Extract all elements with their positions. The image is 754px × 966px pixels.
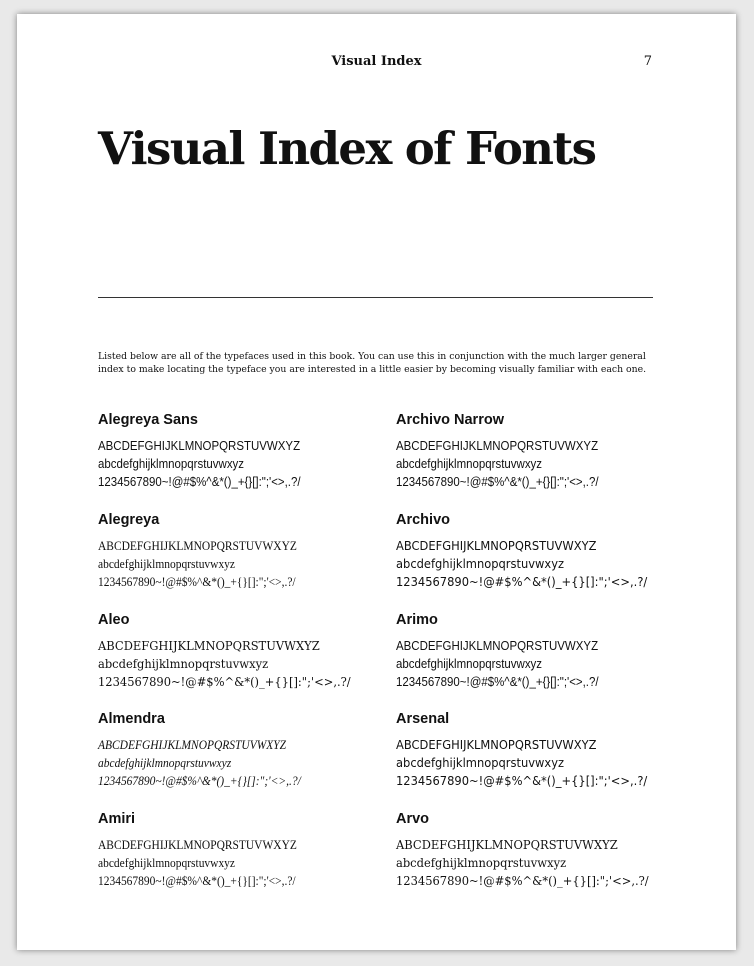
font-entry-archivo-narrow bbox=[396, 412, 676, 491]
font-name: Alegreya bbox=[98, 512, 160, 528]
font-sample-uppercase: ABCDEFGHIJKLMNOPQRSTUVWXYZ bbox=[98, 539, 297, 553]
font-sample-lowercase: abcdefghijklmnopqrstuvwxyz bbox=[98, 557, 236, 571]
font-sample-uppercase: ABCDEFGHIJKLMNOPQRSTUVWXYZ bbox=[396, 639, 599, 653]
font-name: Arvo bbox=[396, 811, 430, 827]
font-name: Alegreya Sans bbox=[98, 412, 198, 428]
font-sample-symbols: 1234567890~!@#$%^&*()_+{}[]:";'<>,.?/ bbox=[98, 874, 296, 888]
font-sample-uppercase: ABCDEFGHIJKLMNOPQRSTUVWXYZ bbox=[98, 838, 297, 852]
font-sample-lowercase: abcdefghijklmnopqrstuvwxyz bbox=[396, 457, 543, 471]
font-name: Amiri bbox=[98, 811, 136, 827]
font-entry-alegreya bbox=[98, 512, 378, 591]
font-sample-lowercase: abcdefghijklmnopqrstuvwxyz bbox=[396, 755, 565, 770]
font-entry-archivo bbox=[396, 512, 676, 591]
font-entry-arimo bbox=[396, 612, 676, 691]
font-entry-amiri bbox=[98, 811, 378, 890]
font-name: Archivo Narrow bbox=[396, 412, 504, 428]
font-sample-symbols: 1234567890~!@#$%^&*()_+{}[]:";'<>,.?/ bbox=[396, 675, 599, 689]
font-sample-uppercase: ABCDEFGHIJKLMNOPQRSTUVWXYZ bbox=[98, 439, 301, 453]
font-sample-symbols: 1234567890~!@#$%^&*()_+{}[]:";'<>,.?/ bbox=[98, 475, 301, 489]
font-sample-lowercase: abcdefghijklmnopqrstuvwxyz bbox=[98, 457, 245, 471]
font-sample-uppercase: ABCDEFGHIJKLMNOPQRSTUVWXYZ bbox=[98, 638, 320, 653]
font-sample-symbols: 1234567890~!@#$%^&*()_+{}[]:";'<>,.?/ bbox=[396, 574, 648, 589]
horizontal-rule bbox=[98, 297, 653, 298]
font-sample-lowercase: abcdefghijklmnopqrstuvwxyz bbox=[98, 756, 232, 770]
font-sample-uppercase: ABCDEFGHIJKLMNOPQRSTUVWXYZ bbox=[396, 837, 618, 852]
font-sample-uppercase: ABCDEFGHIJKLMNOPQRSTUVWXYZ bbox=[396, 439, 599, 453]
font-sample-symbols: 1234567890~!@#$%^&*()_+{}[]:";'<>,.?/ bbox=[98, 774, 301, 788]
font-sample-symbols: 1234567890~!@#$%^&*()_+{}[]:";'<>,.?/ bbox=[98, 674, 351, 689]
font-entry-arvo bbox=[396, 811, 676, 890]
font-name: Arimo bbox=[396, 612, 438, 628]
font-sample-symbols: 1234567890~!@#$%^&*()_+{}[]:";'<>,.?/ bbox=[396, 873, 649, 888]
font-name: Aleo bbox=[98, 612, 130, 628]
intro-paragraph: Listed below are all of the typefaces used in this book. You can use this in conjunction with the much larger general index to make locating the typeface you are interested in a little easier by becoming visually familiar with each one. bbox=[98, 351, 647, 375]
font-name: Almendra bbox=[98, 711, 165, 727]
font-name: Archivo bbox=[396, 512, 450, 528]
font-sample-lowercase: abcdefghijklmnopqrstuvwxyz bbox=[396, 556, 565, 571]
font-sample-symbols: 1234567890~!@#$%^&*()_+{}[]:";'<>,.?/ bbox=[98, 575, 296, 589]
font-sample-lowercase: abcdefghijklmnopqrstuvwxyz bbox=[98, 656, 269, 671]
font-sample-uppercase: ABCDEFGHIJKLMNOPQRSTUVWXYZ bbox=[396, 737, 597, 752]
font-name: Arsenal bbox=[396, 711, 450, 727]
running-header-title: Visual Index bbox=[331, 54, 422, 69]
font-sample-lowercase: abcdefghijklmnopqrstuvwxyz bbox=[98, 856, 236, 870]
font-sample-lowercase: abcdefghijklmnopqrstuvwxyz bbox=[396, 855, 567, 870]
font-sample-uppercase: ABCDEFGHIJKLMNOPQRSTUVWXYZ bbox=[396, 538, 597, 553]
font-entry-aleo bbox=[98, 612, 378, 691]
page-number: 7 bbox=[643, 54, 652, 69]
font-sample-uppercase: ABCDEFGHIJKLMNOPQRSTUVWXYZ bbox=[98, 738, 287, 752]
page-title: Visual Index of Fonts bbox=[98, 122, 596, 175]
font-sample-symbols: 1234567890~!@#$%^&*()_+{}[]:";'<>,.?/ bbox=[396, 475, 599, 489]
font-entry-alegreya-sans bbox=[98, 412, 378, 491]
font-entry-almendra bbox=[98, 711, 378, 790]
font-sample-lowercase: abcdefghijklmnopqrstuvwxyz bbox=[396, 657, 543, 671]
document-page bbox=[17, 14, 736, 950]
font-sample-symbols: 1234567890~!@#$%^&*()_+{}[]:";'<>,.?/ bbox=[396, 773, 648, 788]
font-entry-arsenal bbox=[396, 711, 676, 790]
